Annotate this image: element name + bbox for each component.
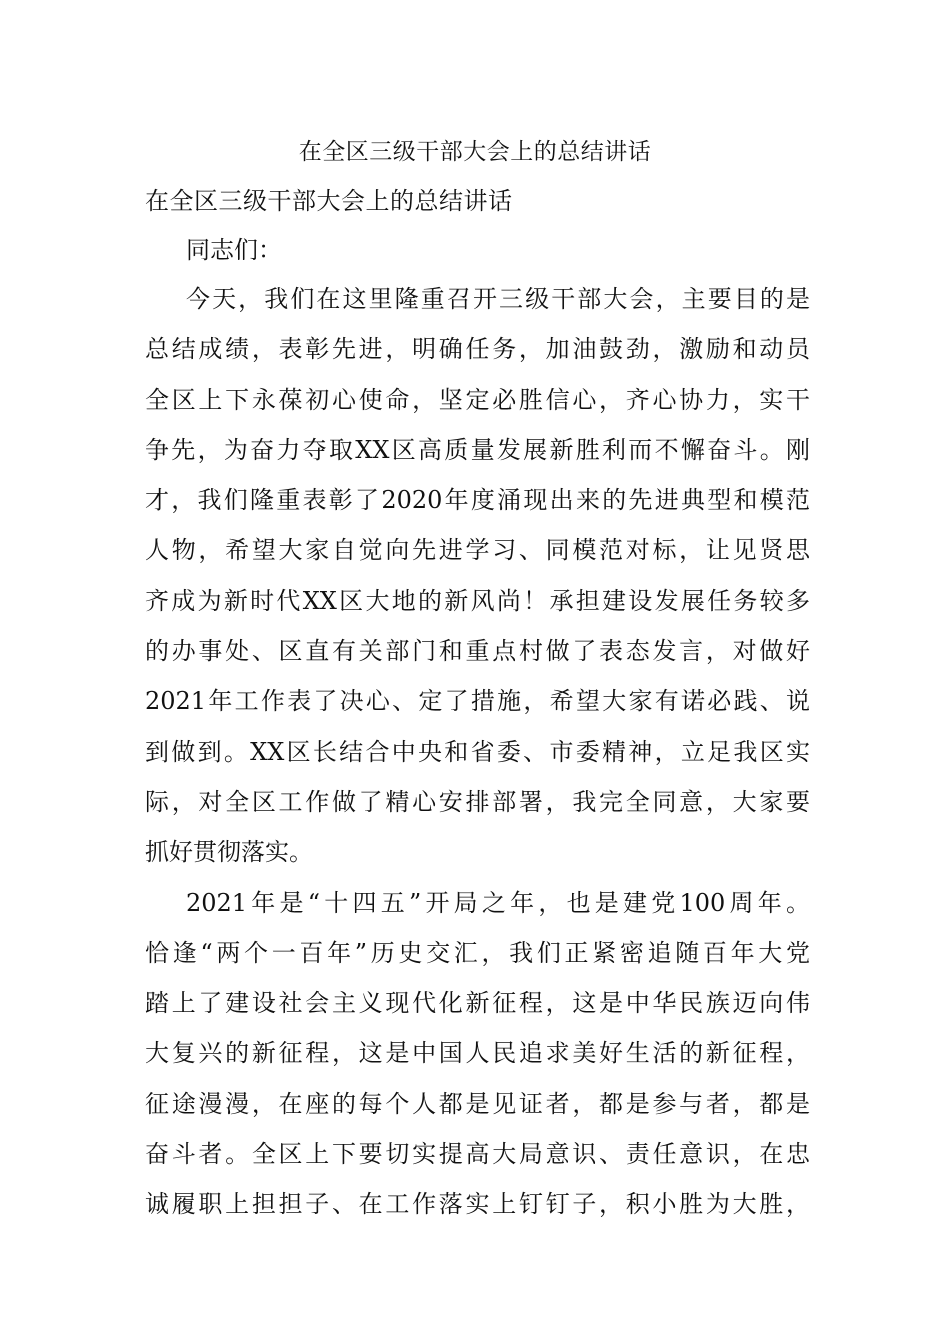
document-title: 在全区三级干部大会上的总结讲话 — [298, 139, 652, 165]
paragraph-1-line-2: 总结成绩，表彰先进，明确任务，加油鼓劲，激励和动员 — [145, 335, 810, 364]
paragraph-1-line-9: 2021年工作表了决心、定了措施，希望大家有诺必践、说 — [145, 687, 810, 716]
paragraph-2-line-4: 大复兴的新征程，这是中国人民追求美好生活的新征程， — [145, 1039, 810, 1068]
paragraph-1-line-3: 全区上下永葆初心使命，坚定必胜信心，齐心协力，实干 — [145, 385, 810, 414]
paragraph-1-line-11: 际，对全区工作做了精心安排部署，我完全同意，大家要 — [145, 787, 810, 816]
salutation: 同志们： — [186, 236, 282, 264]
document-subtitle: 在全区三级干部大会上的总结讲话 — [145, 187, 513, 215]
paragraph-1-line-8: 的办事处、区直有关部门和重点村做了表态发言，对做好 — [145, 637, 810, 666]
document-body — [145, 281, 810, 1237]
paragraph-1-line-7: 齐成为新时代XX区大地的新风尚！承担建设发展任务较多 — [145, 586, 810, 615]
paragraph-2-line-3: 踏上了建设社会主义现代化新征程，这是中华民族迈向伟 — [145, 989, 810, 1018]
paragraph-2-line-5: 征途漫漫，在座的每个人都是见证者，都是参与者，都是 — [145, 1089, 810, 1118]
paragraph-1-line-1: 今天，我们在这里隆重召开三级干部大会，主要目的是 — [186, 285, 810, 313]
paragraph-1-line-5: 才，我们隆重表彰了2020年度涌现出来的先进典型和模范 — [145, 486, 810, 515]
paragraph-2-line-6: 奋斗者。全区上下要切实提高大局意识、责任意识，在忠 — [145, 1140, 810, 1169]
paragraph-2-line-1: 2021年是“十四五”开局之年，也是建党100周年。 — [186, 888, 810, 917]
paragraph-1-line-6: 人物，希望大家自觉向先进学习、同模范对标，让见贤思 — [145, 536, 810, 565]
paragraph-1-line-4: 争先，为奋力夺取XX区高质量发展新胜利而不懈奋斗。刚 — [145, 435, 810, 464]
paragraph-2-line-2: 恰逢“两个一百年”历史交汇，我们正紧密追随百年大党 — [145, 938, 810, 967]
paragraph-2-line-7: 诚履职上担担子、在工作落实上钉钉子，积小胜为大胜， — [145, 1190, 810, 1219]
paragraph-1-line-12: 抓好贯彻落实。 — [145, 838, 313, 867]
paragraph-1-line-10: 到做到。XX区长结合中央和省委、市委精神，立足我区实 — [145, 737, 810, 766]
